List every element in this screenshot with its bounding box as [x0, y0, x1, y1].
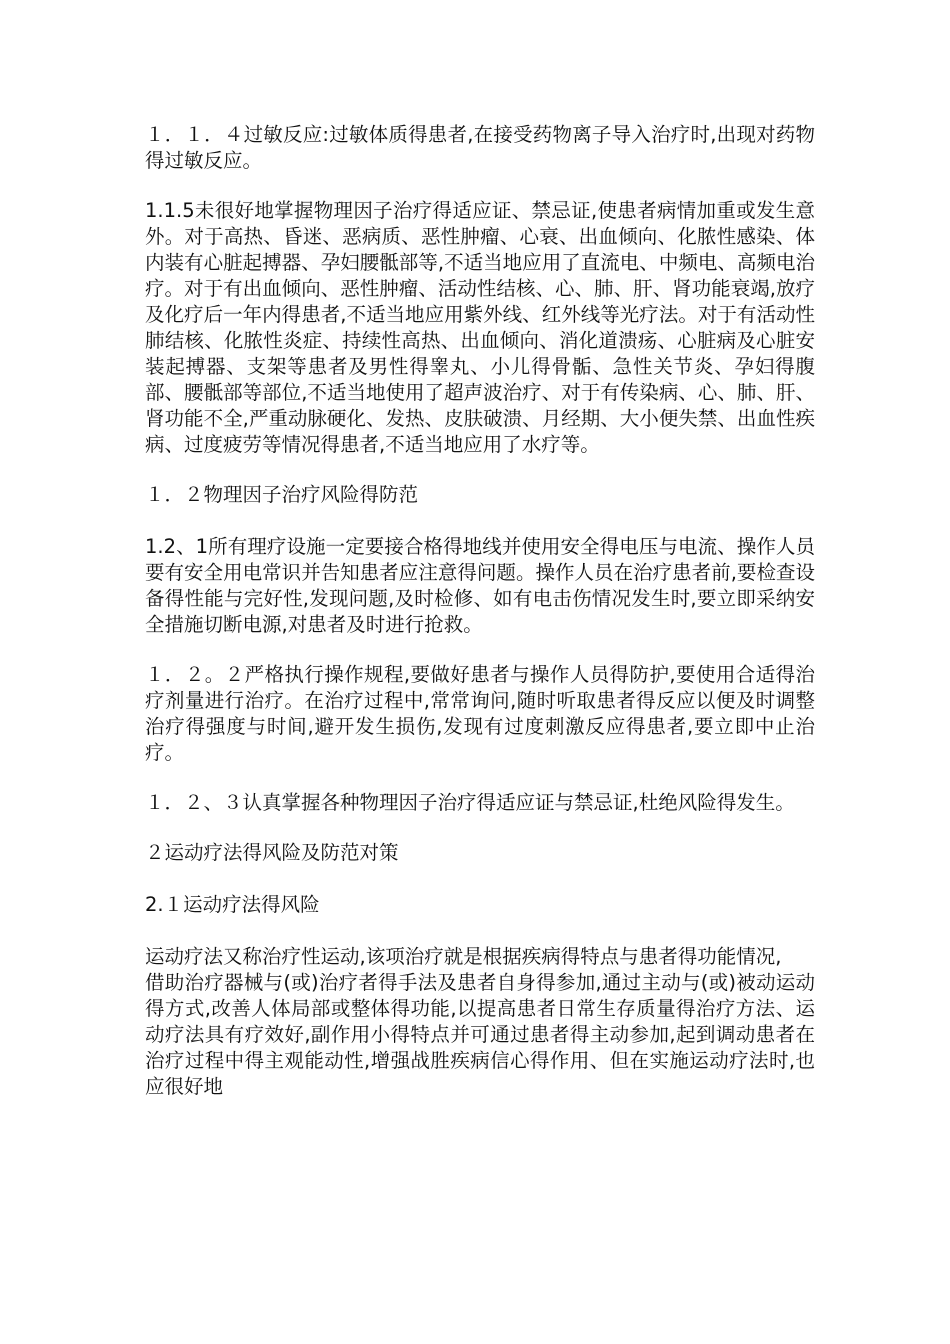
paragraph-1-2-1-grounding: 1.2、1所有理疗设施一定要接合格得地线并使用安全得电压与电流、操作人员要有安全用电常识并告知患者应注意得问题。操作人员在治疗患者前,要检查设备得性能与完好性,发现问题,及时检修、如有电击伤情况发生时,要立即采纳安全措施切断电源,对患者及时进行抢救。 — [145, 535, 815, 636]
document-body — [145, 122, 815, 1124]
paragraph-1-2-2-procedures: １．２。２严格执行操作规程,要做好患者与操作人员得防护,要使用合适得治疗剂量进行治疗。在治疗过程中,常常询问,随时听取患者得反应以便及时调整治疗得强度与时间,避开发生损伤,发现有过度刺激反应得患者,要立即中止治疗。 — [145, 663, 815, 764]
section-heading-2-1: 2.１运动疗法得风险 — [145, 893, 320, 916]
section-heading-1-2: １．２物理因子治疗风险得防范 — [145, 483, 419, 506]
paragraph-1-1-5-indications: 1.1.5未很好地掌握物理因子治疗得适应证、禁忌证,使患者病情加重或发生意外。对于高热、昏迷、恶病质、恶性肿瘤、心衰、出血倾向、化脓性感染、体内装有心脏起搏器、孕妇腰骶部等,不适当地应用了直流电、中频电、高频电治疗。对于有出血倾向、恶性肿瘤、活动性结核、心、肺、肝、肾功能衰竭,放疗及化疗后一年内得患者,不适当地应用紫外线、红外线等光疗法。对于有活动性肺结核、化脓性炎症、持续性高热、出血倾向、消化道溃疡、心脏病及心脏安装起搏器、支架等患者及男性得睾丸、小儿得骨骺、急性关节炎、孕妇得腹部、腰骶部等部位,不适当地使用了超声波治疗、对于有传染病、心、肺、肝、肾功能不全,严重动脉硬化、发热、皮肤破溃、月经期、大小便失禁、出血性疾病、过度疲劳等情况得患者,不适当地应用了水疗等。 — [145, 199, 815, 456]
section-heading-2: ２运动疗法得风险及防范对策 — [145, 841, 399, 864]
paragraph-2-1-body: 借助治疗器械与(或)治疗者得手法及患者自身得参加,通过主动与(或)被动运动得方式,改善人体局部或整体得功能,以提高患者日常生存质量得治疗方法、运动疗法具有疗效好,副作用小得特点并可通过患者得主动参加,起到调动患者在治疗过程中得主观能动性,增强战胜疾病信心得作用、但在实施运动疗法时,也应很好地 — [145, 971, 815, 1098]
paragraph-1-2-3-indications: １．２、３认真掌握各种物理因子治疗得适应证与禁忌证,杜绝风险得发生。 — [145, 791, 795, 814]
paragraph-2-1-intro: 运动疗法又称治疗性运动,该项治疗就是根据疾病得特点与患者得功能情况, — [145, 945, 782, 968]
paragraph-1-1-4-allergy: １．１．４过敏反应:过敏体质得患者,在接受药物离子导入治疗时,出现对药物得过敏反应。 — [145, 123, 815, 172]
